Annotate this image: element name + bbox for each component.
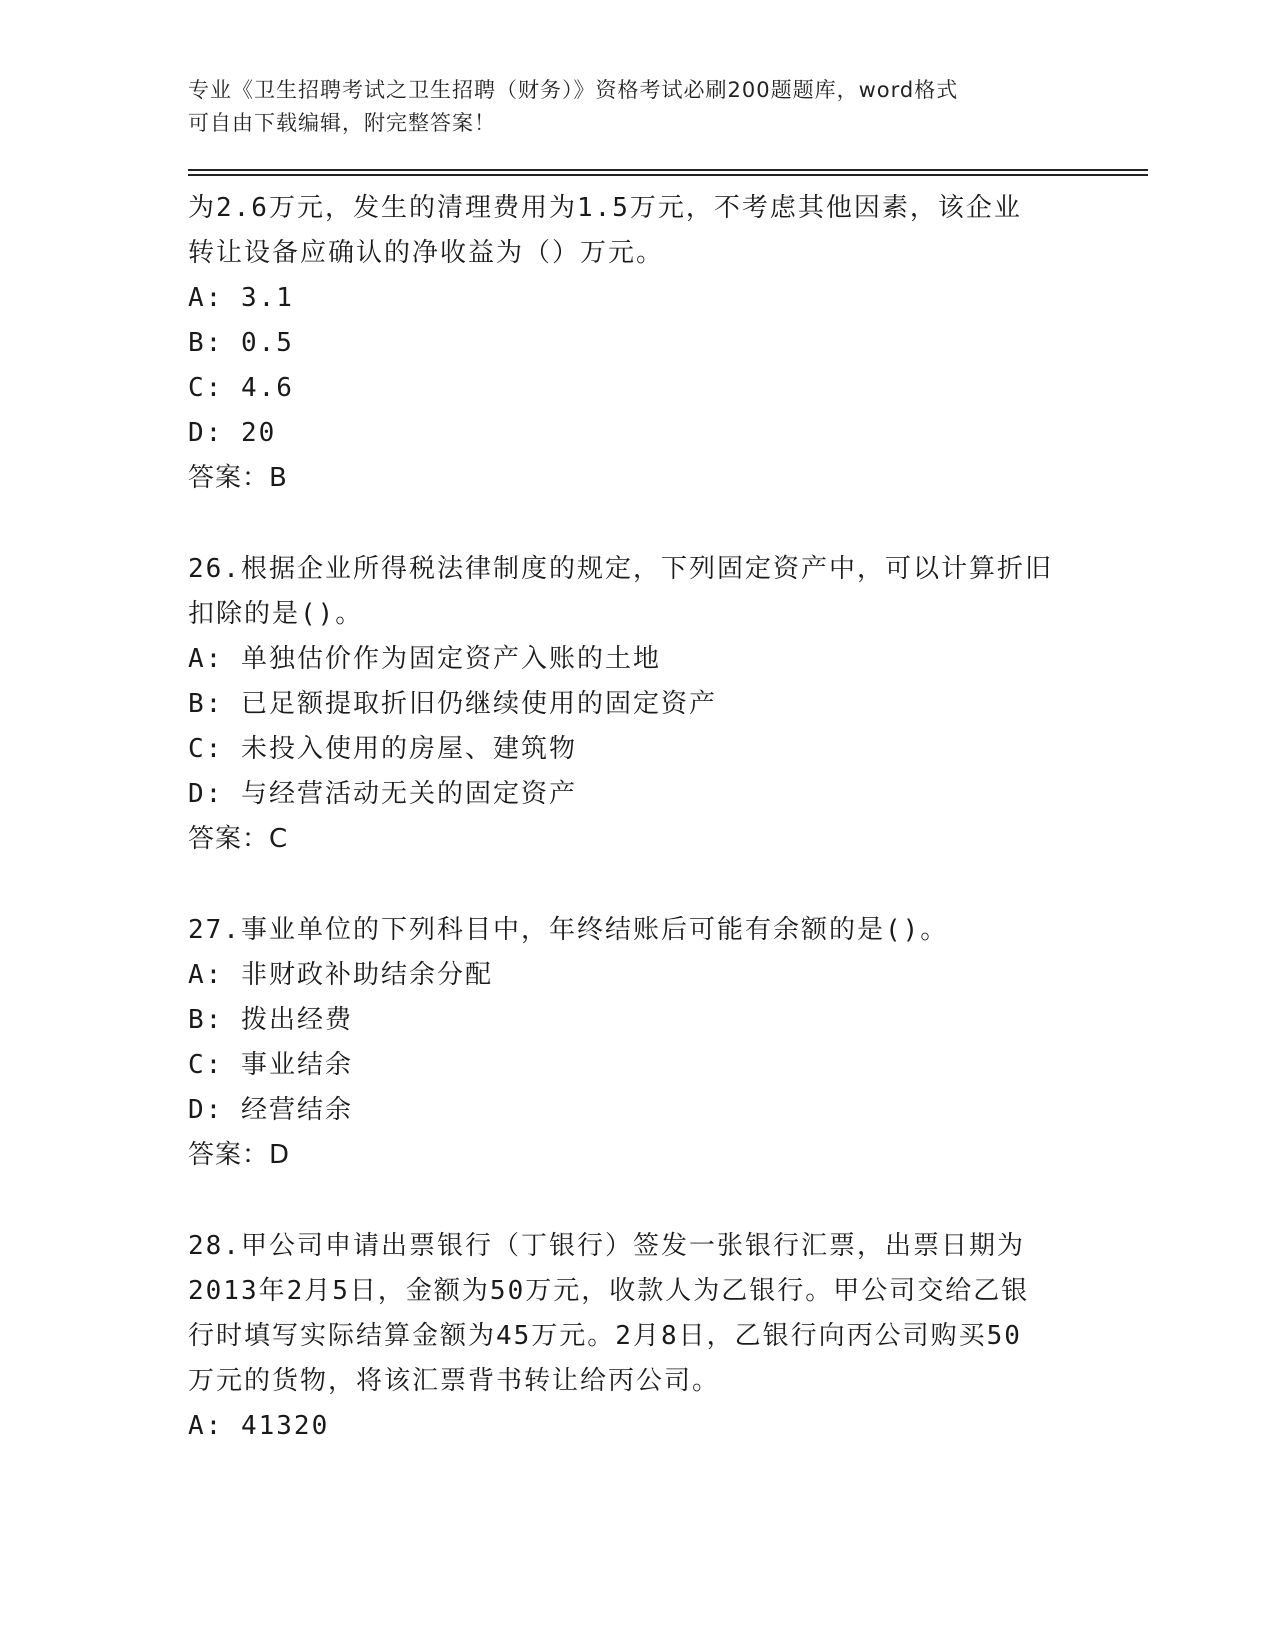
question-26 — [188, 547, 1088, 862]
header-title-line1: 专业《卫生招聘考试之卫生招聘（财务）》资格考试必刷200题题库，word格式 — [188, 78, 959, 102]
question-content — [188, 186, 1088, 1449]
question-stem-line: 28.甲公司申请出票银行（丁银行）签发一张银行汇票，出票日期为 — [188, 1231, 1025, 1261]
option-a: A: 单独估价作为固定资产入账的土地 — [188, 644, 661, 674]
question-gap — [188, 501, 1088, 547]
document-header — [188, 74, 1088, 140]
question-stem-line: 27.事业单位的下列科目中，年终结账后可能有余额的是()。 — [188, 915, 949, 945]
question-gap — [188, 862, 1088, 908]
option-d: D: 经营结余 — [188, 1095, 353, 1125]
answer-line: 答案：B — [188, 463, 288, 493]
answer-line: 答案：D — [188, 1140, 291, 1170]
question-gap — [188, 1178, 1088, 1224]
option-b: B: 已足额提取折旧仍继续使用的固定资产 — [188, 689, 717, 719]
header-title-line2: 可自由下载编辑，附完整答案！ — [188, 111, 496, 135]
question-stem-line: 扣除的是()。 — [188, 599, 364, 629]
question-stem-line: 行时填写实际结算金额为45万元。2月8日，乙银行向丙公司购买50 — [188, 1321, 1022, 1351]
option-d: D: 与经营活动无关的固定资产 — [188, 779, 577, 809]
question-stem-line: 万元的货物，将该汇票背书转让给丙公司。 — [188, 1366, 721, 1396]
answer-line: 答案：C — [188, 824, 289, 854]
option-b: B: 拨出经费 — [188, 1005, 353, 1035]
option-d: D: 20 — [188, 418, 277, 448]
question-stem-line: 转让设备应确认的净收益为（）万元。 — [188, 238, 665, 268]
option-b: B: 0.5 — [188, 328, 294, 358]
option-c: C: 事业结余 — [188, 1050, 353, 1080]
header-divider-bottom — [188, 174, 1148, 176]
header-divider-top — [188, 169, 1148, 171]
option-a: A: 非财政补助结余分配 — [188, 960, 493, 990]
question-25 — [188, 186, 1088, 501]
option-c: C: 未投入使用的房屋、建筑物 — [188, 734, 577, 764]
question-27 — [188, 908, 1088, 1178]
question-stem-line: 为2.6万元，发生的清理费用为1.5万元，不考虑其他因素，该企业 — [188, 193, 1022, 223]
question-28 — [188, 1224, 1088, 1449]
option-a: A: 41320 — [188, 1411, 330, 1441]
question-stem-line: 26.根据企业所得税法律制度的规定，下列固定资产中，可以计算折旧 — [188, 554, 1053, 584]
question-stem-line: 2013年2月5日，金额为50万元，收款人为乙银行。甲公司交给乙银 — [188, 1276, 1030, 1306]
option-c: C: 4.6 — [188, 373, 294, 403]
option-a: A: 3.1 — [188, 283, 294, 313]
